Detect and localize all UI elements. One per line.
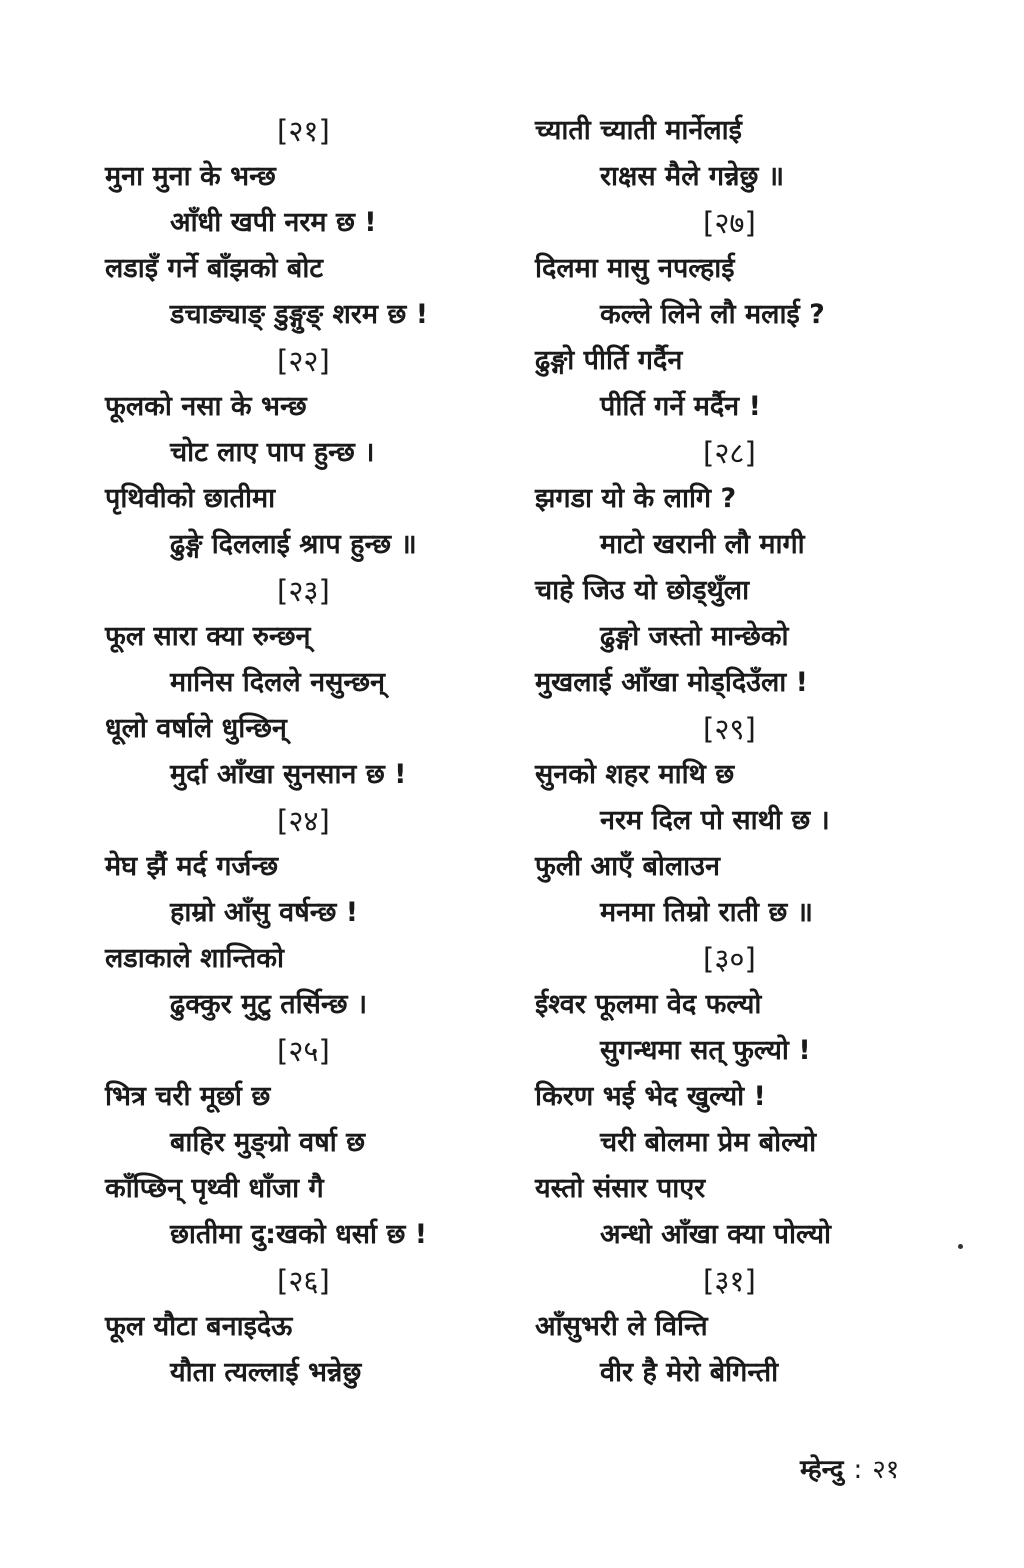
verse-line: ढुङ्गो पीर्ति गर्दैन [535, 345, 683, 376]
verse-line: लडाकाले शान्तिको [105, 943, 284, 974]
verse-line: पीर्ति गर्ने मर्दैन ! [600, 391, 761, 422]
verse-line: ईश्वर फूलमा वेद फल्यो [535, 989, 762, 1020]
verse-line: माटो खरानी लौ मागी [600, 529, 805, 560]
right-column [535, 108, 935, 1396]
stanza-number: [२४] [277, 804, 330, 838]
verse-line: दिलमा मासु नपल्हाई [535, 253, 735, 284]
verse-line: फूलको नसा के भन्छ [105, 391, 307, 422]
verse-line: सुगन्धमा सत् फुल्यो ! [600, 1035, 811, 1066]
verse-line: मुखलाई आँखा मोड्दिउँला ! [535, 667, 808, 698]
running-title: म्हेन्दु [800, 1455, 844, 1485]
stanza-number: [३१] [703, 1264, 756, 1298]
page-footer [800, 1450, 899, 1486]
stanza-number: [२८] [703, 436, 756, 470]
verse-line: चरी बोलमा प्रेम बोल्यो [600, 1127, 817, 1158]
verse-line: भित्र चरी मूर्छा छ [105, 1081, 271, 1112]
verse-line: चोट लाए पाप हुन्छ । [170, 437, 375, 468]
stanza-number: [२६] [277, 1264, 330, 1298]
verse-line: मुना मुना के भन्छ [105, 161, 276, 192]
footer-separator: : [853, 1455, 863, 1485]
verse-line: मुर्दा आँखा सुनसान छ ! [170, 759, 407, 790]
stanza-number: [२५] [277, 1034, 330, 1068]
page-number: २१ [872, 1455, 900, 1485]
verse-line: कल्ले लिने लौ मलाई ? [600, 299, 825, 330]
verse-line: मानिस दिलले नसुन्छन् [170, 667, 385, 698]
verse-line: आँसुभरी ले विन्ति [535, 1311, 708, 1342]
verse-line: हाम्रो आँसु वर्षन्छ ! [170, 897, 359, 928]
verse-line: पृथिवीको छातीमा [105, 483, 276, 514]
verse-line: अन्धो आँखा क्या पोल्यो [600, 1219, 831, 1250]
verse-line: मेघ झैं मर्द गर्जन्छ [105, 851, 279, 882]
verse-line: ढुक्कुर मुटु तर्सिन्छ । [170, 989, 368, 1020]
verse-line: डचाङ्याङ् डुङ्गुङ् शरम छ ! [170, 299, 429, 330]
verse-line: यौता त्यल्लाई भन्नेछु [170, 1357, 362, 1388]
verse-line: मनमा तिम्रो राती छ ॥ [600, 897, 813, 928]
verse-line: सुनको शहर माथि छ [535, 759, 735, 790]
stanza-number: [२३] [277, 574, 330, 608]
verse-line: किरण भई भेद खुल्यो ! [535, 1081, 766, 1112]
verse-line: राक्षस मैले गन्नेछु ॥ [600, 161, 784, 192]
stanza-number: [२१] [277, 114, 330, 148]
verse-line: वीर है मेरो बेगिन्ती [600, 1357, 779, 1388]
verse-line: यस्तो संसार पाएर [535, 1173, 706, 1204]
stanza-number: [२७] [703, 206, 756, 240]
verse-line: चाहे जिउ यो छोड्थुँला [535, 575, 750, 606]
verse-line: फूल यौटा बनाइदेऊ [105, 1311, 293, 1342]
verse-line: नरम दिल पो साथी छ । [600, 805, 830, 836]
print-speck [958, 1244, 963, 1249]
verse-line: झगडा यो के लागि ? [535, 483, 737, 514]
verse-line: फुली आएँ बोलाउन [535, 851, 720, 882]
verse-line: ढुङ्गो जस्तो मान्छेको [600, 621, 789, 652]
verse-line: च्याती च्याती मार्नेलाई [535, 115, 742, 146]
verse-line: ढुङ्गे दिललाई श्राप हुन्छ ॥ [170, 529, 417, 560]
stanza-number: [२९] [703, 712, 756, 746]
verse-line: लडाइँ गर्ने बाँझको बोट [105, 253, 323, 284]
verse-line: काँप्छिन् पृथ्वी धाँजा गै [105, 1173, 324, 1204]
left-column [105, 108, 525, 1396]
verse-line: धूलो वर्षाले धुन्छिन् [105, 713, 287, 744]
stanza-number: [३०] [703, 942, 756, 976]
stanza-number: [२२] [277, 344, 330, 378]
verse-line: बाहिर मुङ्ग्रो वर्षा छ [170, 1127, 366, 1158]
verse-line: फूल सारा क्या रुन्छन् [105, 621, 311, 652]
verse-line: छातीमा दु:खको धर्सा छ ! [170, 1219, 428, 1250]
verse-line: आँधी खपी नरम छ ! [170, 207, 377, 238]
